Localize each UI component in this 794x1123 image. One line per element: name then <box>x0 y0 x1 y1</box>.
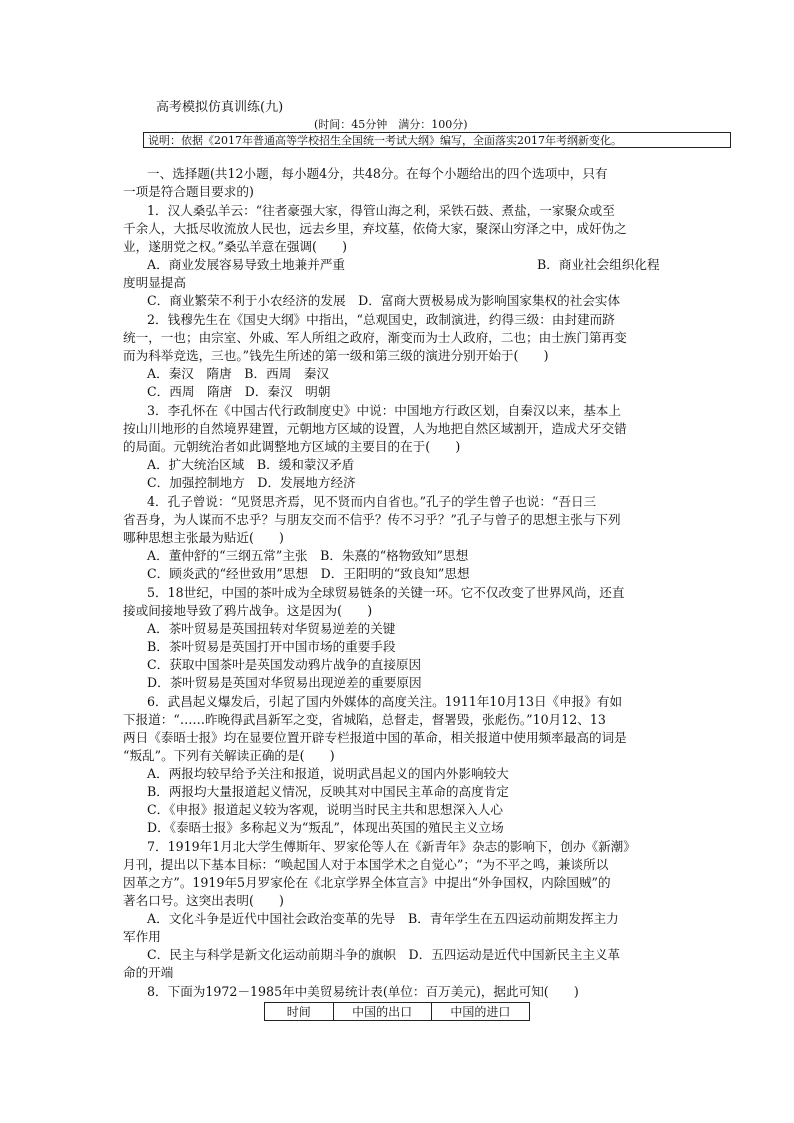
table-header-cell: 中国的出口 <box>333 1003 431 1021</box>
q3-options: A．扩大统治区域 B．缓和蒙汉矛盾 <box>147 457 355 472</box>
q3-stem: 3．李孔怀在《中国古代行政制度史》中说：中国地方行政区划，自秦汉以来，基本上 <box>147 403 621 418</box>
q3-stem: 的局面。元朝统治者如此调整地方区域的主要目的在于( ) <box>123 439 461 454</box>
q6-option-c: C．《申报》报道起义较为客观，说明当时民主共和思想深入人心 <box>147 802 503 817</box>
table-header-row <box>265 1003 530 1021</box>
q8-stem: 8．下面为1972－1985年中美贸易统计表(单位：百万美元)，据此可知( ) <box>147 984 579 999</box>
q1-option-b: 度明显提高 <box>123 275 186 290</box>
q6-stem: 6．武昌起义爆发后，引起了国内外媒体的高度关注。1911年10月13日《申报》有如 <box>147 694 623 709</box>
exam-note: 说明：依据《2017年普通高等学校招生全国统一考试大纲》编写，全面落实2017年考纲新变化。 <box>143 132 731 148</box>
q5-stem: 接或间接地导致了鸦片战争。这是因为( ) <box>123 603 373 618</box>
q7-option-cd: C．民主与科学是新文化运动前期斗争的旗帜 D．五四运动是近代中国新民主主义革 <box>147 947 621 962</box>
q2-options: A．秦汉 隋唐 B．西周 秦汉 <box>147 366 330 381</box>
section-heading-cont: 一项是符合题目要求的) <box>123 184 254 199</box>
q6-option-b: B．两报均大量报道起义情况，反映其对中国民主革命的高度肯定 <box>147 784 509 799</box>
exam-meta: (时间：45分钟 满分：100分) <box>314 118 468 131</box>
q5-option-c: C．获取中国茶叶是英国发动鸦片战争的直接原因 <box>147 657 422 672</box>
q5-stem: 5．18世纪，中国的茶叶成为全球贸易链条的关键一环。它不仅改变了世界风尚，还直 <box>147 585 625 600</box>
q1-option-cd: C．商业繁荣不利于小农经济的发展 D．富商大贾极易成为影响国家集权的社会实体 <box>147 293 621 308</box>
q7-option-cd: 命的开端 <box>123 965 174 980</box>
q1-option-b: B．商业社会组织化程 <box>537 257 660 272</box>
q2-options: C．西周 隋唐 D．秦汉 明朝 <box>147 384 331 399</box>
table-header-cell: 时间 <box>265 1003 334 1021</box>
q1-stem: 1．汉人桑弘羊云：“往者豪强大家，得管山海之利，采铁石鼓、煮盐，一家聚众或至 <box>147 203 615 218</box>
q3-stem: 按山川地形的自然境界建置，元朝地方区域的设置，人为地把自然区域割开，造成犬牙交错 <box>123 421 627 436</box>
q7-stem: 著名口号。这突出表明( ) <box>123 893 284 908</box>
q2-stem: 2．钱穆先生在《国史大纲》中指出，“总观国史，政制演进，约得三级：由封建而跻 <box>147 312 615 327</box>
q4-stem: 4．孔子曾说：“见贤思齐焉，见不贤而内自省也。”孔子的学生曾子也说：“吾日三 <box>147 494 597 509</box>
section-heading: 一、选择题(共12小题，每小题4分，共48分。在每个小题给出的四个选项中，只有 <box>147 166 608 181</box>
q7-stem: 7．1919年1月北大学生傅斯年、罗家伦等人在《新青年》杂志的影响下，创办《新潮》 <box>147 839 636 854</box>
q3-options: C．加强控制地方 D．发展地方经济 <box>147 475 356 490</box>
q6-stem: 两日《泰晤士报》均在显要位置开辟专栏报道中国的革命，相关报道中使用频率最高的词是 <box>123 730 627 745</box>
q4-stem: 省吾身，为人谋而不忠乎？与朋友交而不信乎？传不习乎？”孔子与曾子的思想主张与下列 <box>123 512 621 527</box>
q2-stem: 而为科举竞选，三也。”钱先生所述的第一级和第三级的演进分别开始于( ) <box>123 348 549 363</box>
q1-option-a: A．商业发展容易导致土地兼并严重 <box>147 257 346 272</box>
q4-options: C．顾炎武的“经世致用”思想 D．王阳明的“致良知”思想 <box>147 566 470 581</box>
trade-table <box>264 1002 530 1021</box>
q7-stem: 因革之方”。1919年5月罗家伦在《北京学界全体宣言》中提出“外争国权，内除国贼”的 <box>123 875 611 890</box>
q1-stem: 业，遂朋党之权。”桑弘羊意在强调( ) <box>123 239 348 254</box>
page-title: 高考模拟仿真训练(九) <box>156 100 284 115</box>
q2-stem: 统一，一也；由宗室、外戚、军人所组之政府，渐变而为士人政府，二也；由士族门第再变 <box>123 330 627 345</box>
q4-options: A．董仲舒的“三纲五常”主张 B．朱熹的“格物致知”思想 <box>147 548 469 563</box>
q4-stem: 哪种思想主张最为贴近( ) <box>123 530 284 545</box>
q7-stem: 月刊，提出以下基本目标：“唤起国人对于本国学术之自觉心”；“为不平之鸣，兼谈所以 <box>123 857 609 872</box>
table-header-cell: 中国的进口 <box>431 1003 529 1021</box>
q7-option-ab: A．文化斗争是近代中国社会政治变革的先导 B．青年学生在五四运动前期发挥主力 <box>147 911 619 926</box>
q5-option-b: B．茶叶贸易是英国打开中国市场的重要手段 <box>147 639 396 654</box>
q1-stem: 千余人，大抵尽收流放人民也，远去乡里，弃坟墓，依倚大家，聚深山穷泽之中，成奸伪之 <box>123 221 627 236</box>
q6-stem: “叛乱”。下列有关解读正确的是( ) <box>123 748 335 763</box>
q6-stem: 下报道：“……昨晚得武昌新军之变，省城陷，总督走，督署毁，张彪伤。”10月12、13 <box>123 712 606 727</box>
q6-option-d: D．《泰晤士报》多称起义为“叛乱”，体现出英国的殖民主义立场 <box>147 820 504 835</box>
q5-option-d: D．茶叶贸易是英国对华贸易出现逆差的重要原因 <box>147 675 422 690</box>
q5-option-a: A．茶叶贸易是英国扭转对华贸易逆差的关键 <box>147 621 396 636</box>
q6-option-a: A．两报均较早给予关注和报道，说明武昌起义的国内外影响较大 <box>147 766 509 781</box>
q7-option-ab: 军作用 <box>123 929 161 944</box>
